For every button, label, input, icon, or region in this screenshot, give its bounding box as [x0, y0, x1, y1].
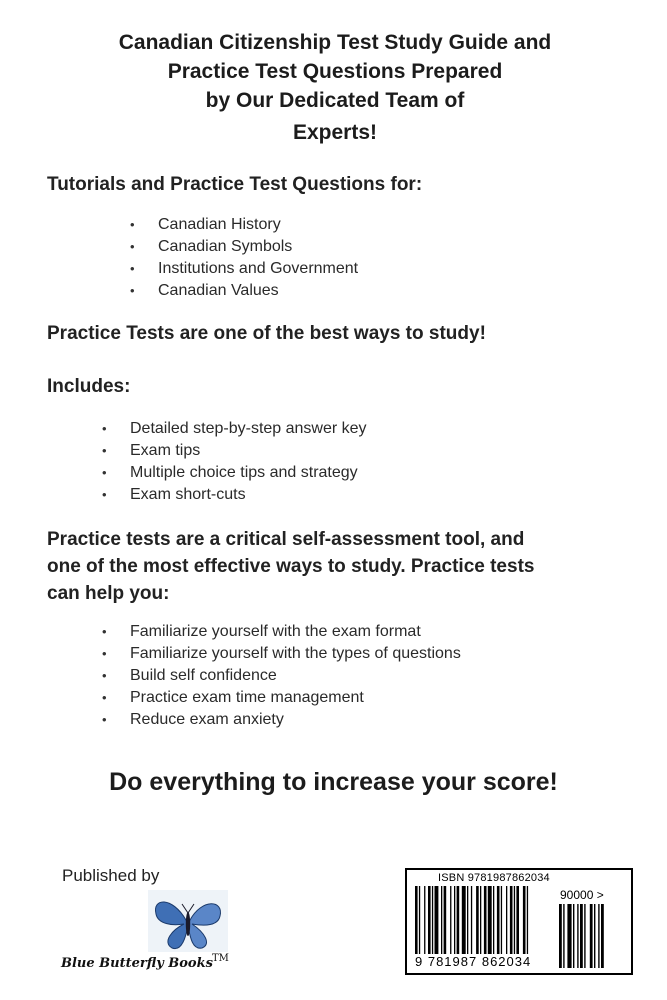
bullet-icon: •	[102, 690, 107, 705]
barcode-bar	[454, 886, 455, 954]
barcode-addon-bar	[584, 904, 585, 968]
tutorials-heading: Tutorials and Practice Test Questions for:	[47, 174, 423, 195]
barcode-bar	[415, 886, 418, 954]
topics-list	[130, 214, 358, 302]
barcode-bar	[471, 886, 472, 954]
benefit-label: Practice exam time management	[130, 689, 364, 706]
includes-heading: Includes:	[47, 376, 131, 397]
barcode-bar	[497, 886, 500, 954]
barcode-bar	[527, 886, 528, 954]
barcode-bar	[476, 886, 479, 954]
bullet-icon: •	[102, 465, 107, 480]
list-item	[130, 280, 358, 302]
list-item	[130, 214, 358, 236]
barcode-bar	[457, 886, 460, 954]
bullet-icon: •	[102, 421, 107, 436]
slogan: Do everything to increase your score!	[109, 768, 558, 796]
barcode-addon-bar	[598, 904, 599, 968]
barcode-addon-bar	[567, 904, 571, 968]
barcode-bar	[501, 886, 502, 954]
topic-label: Canadian Values	[158, 282, 279, 299]
isbn-barcode	[405, 868, 633, 975]
benefit-label: Familiarize yourself with the exam format	[130, 623, 421, 640]
list-item	[102, 462, 367, 484]
barcode-bar	[484, 886, 487, 954]
barcode-addon-bar	[580, 904, 583, 968]
barcode-bar	[523, 886, 526, 954]
barcode-bar	[467, 886, 468, 954]
barcode-addon-bar	[563, 904, 564, 968]
paragraph-line: can help you:	[47, 583, 170, 604]
benefits-list	[102, 621, 461, 731]
benefit-label: Familiarize yourself with the types of questions	[130, 645, 461, 662]
publisher-name: Blue Butterfly Books	[61, 956, 213, 971]
published-by-label: Published by	[62, 866, 160, 885]
bullet-icon: •	[102, 624, 107, 639]
barcode-bar	[428, 886, 431, 954]
isbn-label: ISBN 9781987862034	[438, 872, 550, 884]
barcode-bar	[444, 886, 447, 954]
assessment-paragraph	[47, 526, 627, 607]
practice-statement: Practice Tests are one of the best ways to study!	[47, 323, 486, 344]
barcode-addon-bar	[577, 904, 578, 968]
price-code: 90000 >	[560, 888, 604, 902]
bullet-icon: •	[102, 646, 107, 661]
topic-label: Canadian Symbols	[158, 238, 293, 255]
barcode-addon-bar	[559, 904, 562, 968]
list-item	[130, 258, 358, 280]
list-item	[102, 621, 461, 643]
bullet-icon: •	[102, 443, 107, 458]
bullet-icon: •	[130, 261, 135, 276]
barcode-bar	[441, 886, 442, 954]
barcode-addon-bar	[590, 904, 593, 968]
barcode-bar	[510, 886, 513, 954]
barcode-bar	[506, 886, 507, 954]
bullet-icon: •	[102, 487, 107, 502]
list-item	[102, 687, 461, 709]
barcode-bar	[488, 886, 492, 954]
barcode-bar	[419, 886, 420, 954]
list-item	[102, 484, 367, 506]
bullet-icon: •	[130, 283, 135, 298]
benefit-label: Build self confidence	[130, 667, 277, 684]
bullet-icon: •	[102, 668, 107, 683]
include-label: Exam short-cuts	[130, 486, 246, 503]
include-label: Exam tips	[130, 442, 201, 459]
barcode-addon-bar	[573, 904, 574, 968]
list-item	[102, 709, 461, 731]
includes-list	[102, 418, 367, 506]
list-item	[102, 665, 461, 687]
list-item	[102, 418, 367, 440]
trademark-mark: TM	[212, 953, 229, 964]
include-label: Detailed step-by-step answer key	[130, 420, 367, 437]
list-item	[130, 236, 358, 258]
butterfly-body	[186, 912, 190, 936]
title-line: by Our Dedicated Team of	[205, 89, 465, 112]
cover-title	[60, 28, 610, 147]
barcode-bar	[432, 886, 433, 954]
include-label: Multiple choice tips and strategy	[130, 464, 358, 481]
barcode-bar	[516, 886, 519, 954]
barcode-bar	[480, 886, 481, 954]
list-item	[102, 643, 461, 665]
benefit-label: Reduce exam anxiety	[130, 711, 284, 728]
paragraph-line: one of the most effective ways to study. Practice tests	[47, 556, 535, 577]
barcode-bar	[424, 886, 425, 954]
topic-label: Institutions and Government	[158, 260, 359, 277]
list-item	[102, 440, 367, 462]
barcode-bar	[450, 886, 451, 954]
barcode-bar	[514, 886, 515, 954]
barcode-addon-bar	[601, 904, 604, 968]
bullet-icon: •	[102, 712, 107, 727]
title-line: Experts!	[292, 121, 378, 144]
butterfly-logo-icon	[142, 886, 234, 956]
title-line: Canadian Citizenship Test Study Guide and	[118, 31, 552, 54]
barcode-bar	[462, 886, 466, 954]
bullet-icon: •	[130, 217, 135, 232]
isbn-digits: 9 781987 862034	[415, 954, 532, 969]
bullet-icon: •	[130, 239, 135, 254]
barcode-bar	[435, 886, 439, 954]
title-line: Practice Test Questions Prepared	[167, 60, 503, 83]
barcode-bar	[493, 886, 494, 954]
paragraph-line: Practice tests are a critical self-assessment tool, and	[47, 529, 525, 550]
barcode-addon-bar	[594, 904, 595, 968]
topic-label: Canadian History	[158, 216, 281, 233]
